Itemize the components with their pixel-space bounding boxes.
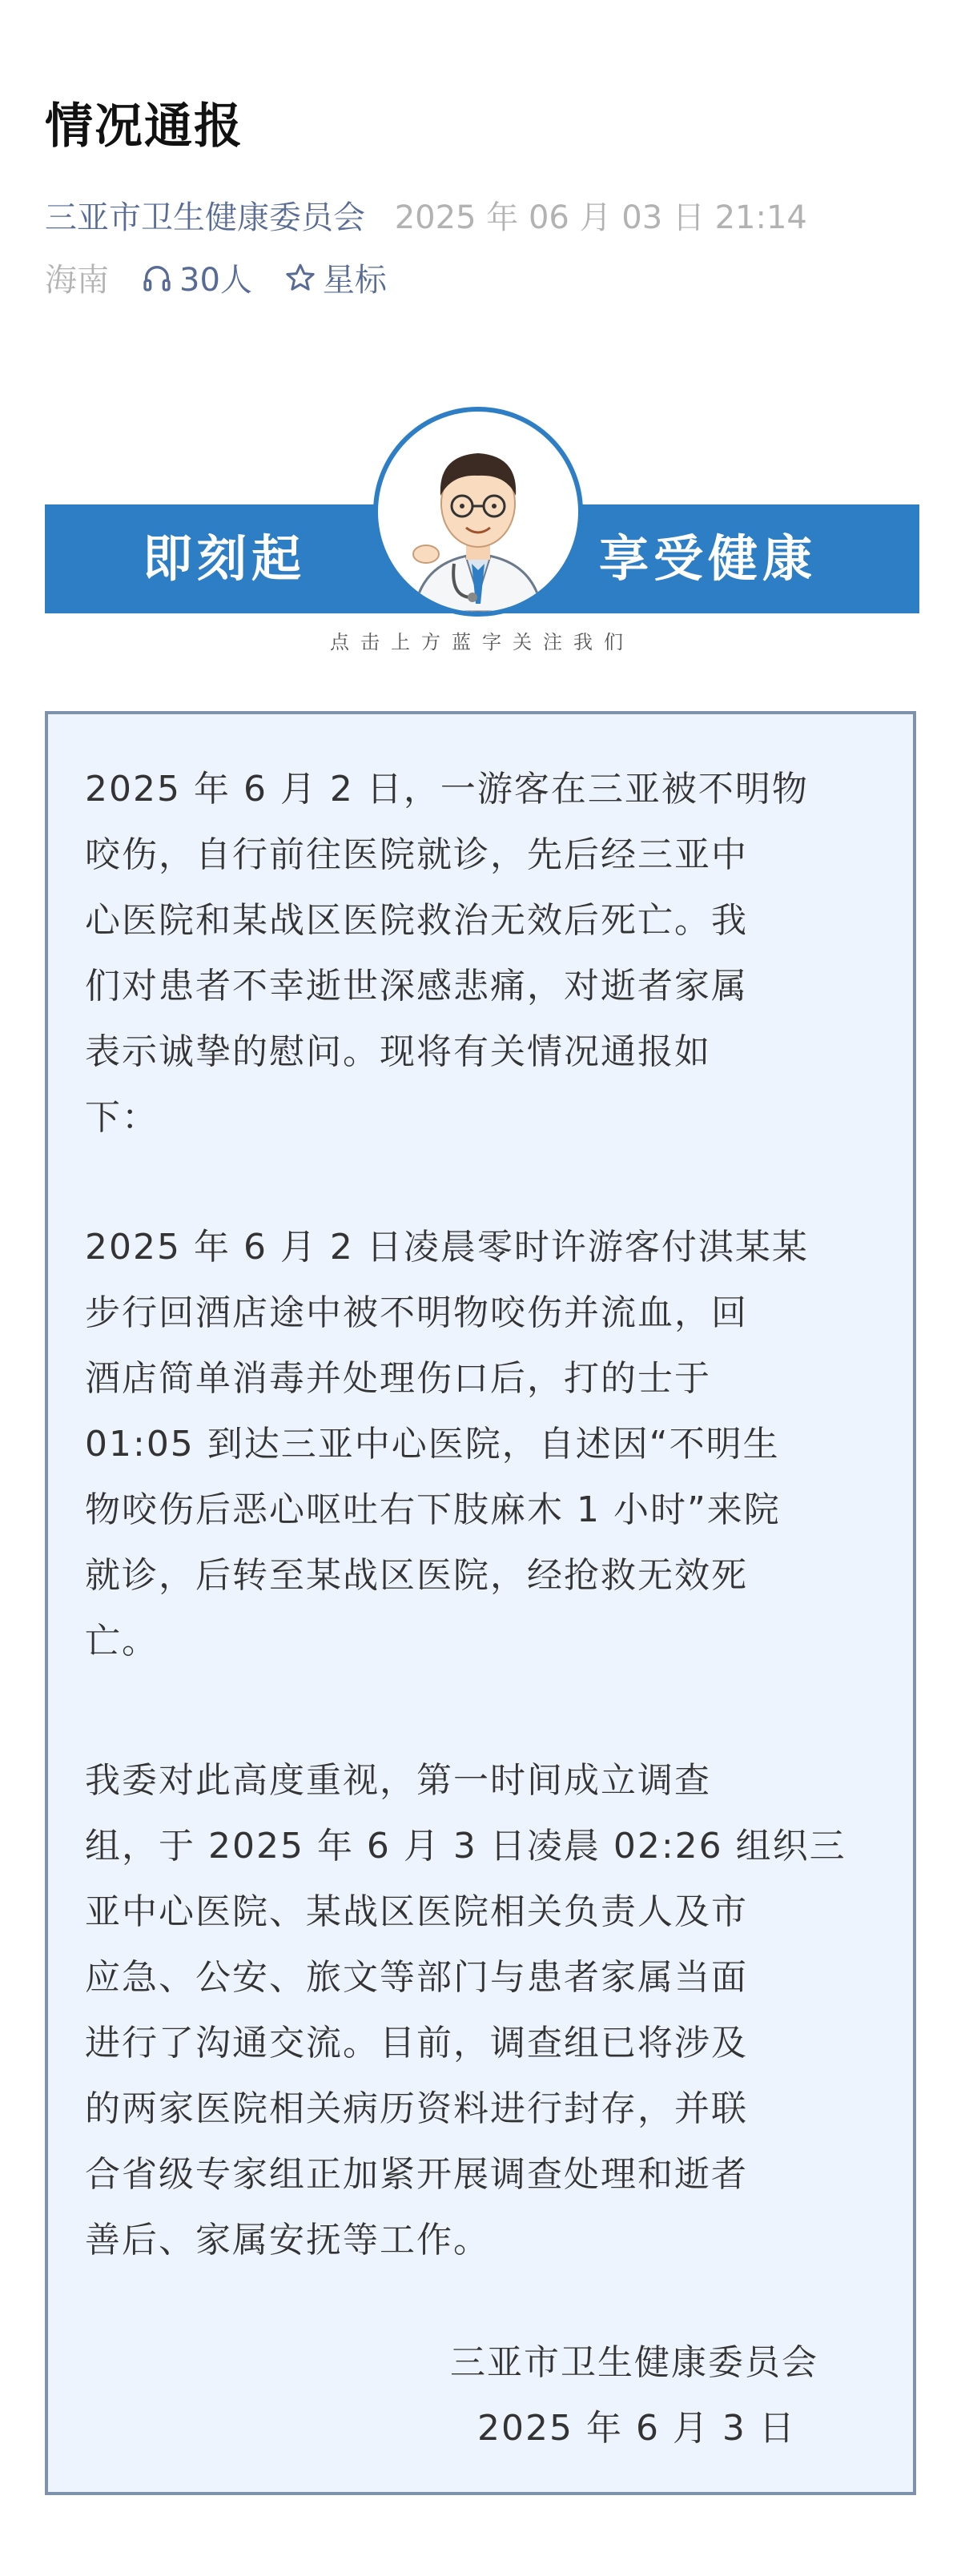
article-title: 情况通报 bbox=[45, 98, 243, 155]
star-outline-icon bbox=[284, 262, 316, 294]
account-name-link[interactable]: 三亚市卫生健康委员会 bbox=[45, 199, 365, 236]
signature-date: 2025 年 6 月 3 日 bbox=[477, 2408, 796, 2449]
headphones-icon bbox=[141, 262, 173, 294]
location-label: 海南 bbox=[45, 262, 109, 299]
publish-time: 2025 年 06 月 03 日 21:14 bbox=[394, 199, 807, 236]
banner-right-text: 享受健康 bbox=[599, 529, 818, 588]
follow-hint: 点击上方蓝字关注我们 bbox=[330, 631, 634, 653]
signature-org: 三亚市卫生健康委员会 bbox=[450, 2342, 818, 2383]
doctor-avatar-icon bbox=[373, 407, 583, 617]
listen-button[interactable] bbox=[141, 255, 252, 300]
notice-paragraph: 我委对此高度重视，第一时间成立调查 组，于 2025 年 6 月 3 日凌晨 02:26 组织三 亚中心医院、某战区医院相关负责人及市 应急、公安、旅文等部门与患者家属当面 进行了沟通交流。目前，调查组已将涉及 的两家医院相关病历资料进行封存，并联 合省级专家组正加紧开展调查处理和逝者 善后、家属安抚等工作。 bbox=[85, 1760, 846, 2261]
star-button[interactable] bbox=[284, 255, 387, 300]
article-meta-secondary bbox=[45, 255, 387, 300]
notice-paragraph: 2025 年 6 月 2 日凌晨零时许游客付淇某某 步行回酒店途中被不明物咬伤并流血，回 酒店简单消毒并处理伤口后，打的士于 01:05 到达三亚中心医院，自述因“不明生 物咬伤后恶心呕吐右下肢麻木 1 小时”来院 就诊，后转至某战区医院，经抢救无效死 亡。 bbox=[85, 1227, 809, 1662]
banner-left-text: 即刻起 bbox=[143, 529, 307, 588]
listen-count: 30人 bbox=[179, 262, 252, 299]
article-meta bbox=[45, 192, 807, 238]
star-label: 星标 bbox=[322, 262, 387, 299]
notice-paragraph: 2025 年 6 月 2 日，一游客在三亚被不明物 咬伤，自行前往医院就诊，先后经三亚中 心医院和某战区医院救治无效后死亡。我 们对患者不幸逝世深感悲痛，对逝者家属 表示诚挚的慰问。现将有关情况通报如 下： bbox=[85, 769, 809, 1138]
